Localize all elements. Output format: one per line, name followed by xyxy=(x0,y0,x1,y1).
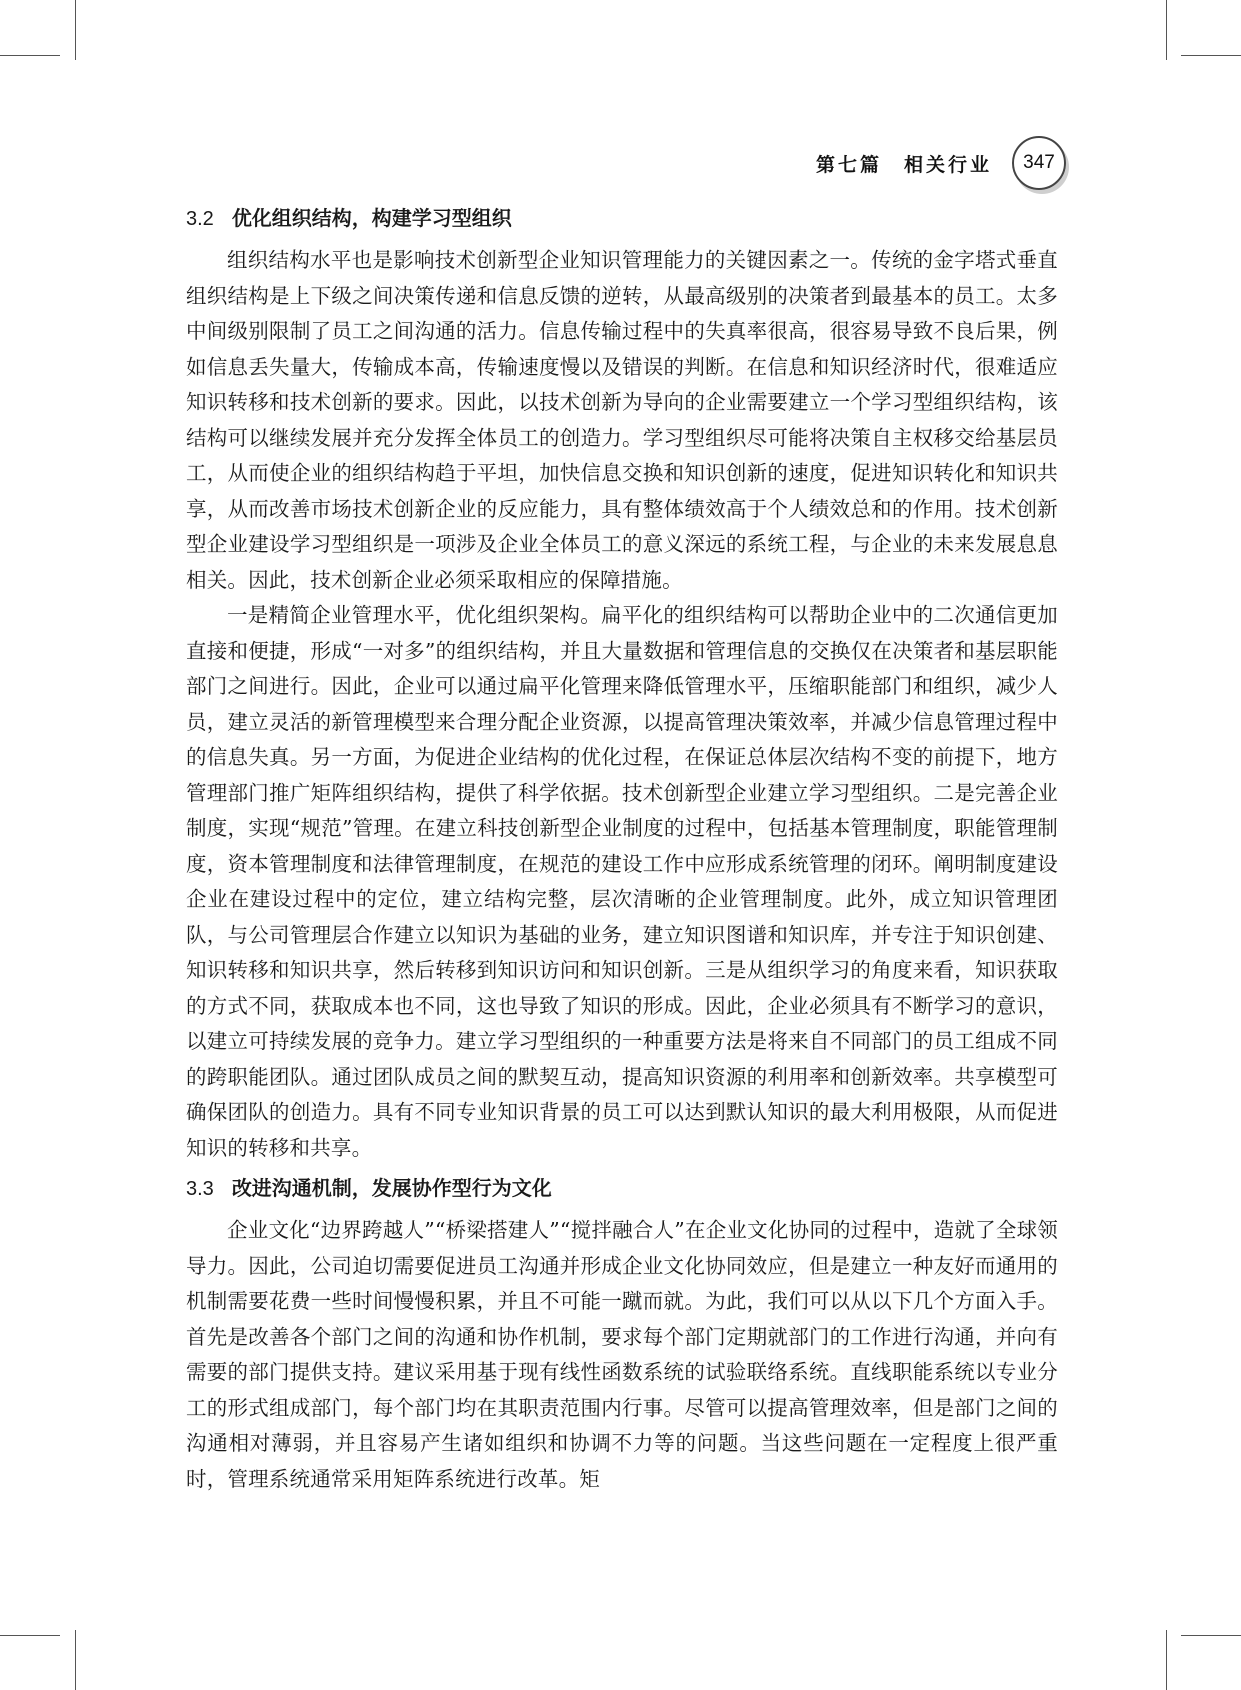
section-title: 优化组织结构，构建学习型组织 xyxy=(231,206,512,230)
crop-mark-bottom-right-h xyxy=(1181,1635,1241,1636)
crop-mark-bottom-left-h xyxy=(0,1635,60,1636)
crop-mark-top-left-v xyxy=(75,0,76,60)
section-number: 3.2 xyxy=(186,208,214,230)
section-heading-3-2 xyxy=(186,200,1058,237)
crop-mark-bottom-right-v xyxy=(1166,1630,1167,1690)
page-header xyxy=(816,136,1066,190)
paragraph: 一是精简企业管理水平，优化组织架构。扁平化的组织结构可以帮助企业中的二次通信更加直接和便捷，形成“一对多”的组织结构，并且大量数据和管理信息的交换仅在决策者和基层职能部门之间进行。因此，企业可以通过扁平化管理来降低管理水平，压缩职能部门和组织，减少人员，建立灵活的新管理模型来合理分配企业资源，以提高管理决策效率，并减少信息管理过程中的信息失真。另一方面，为促进企业结构的优化过程，在保证总体层次结构不变的前提下，地方管理部门推广矩阵组织结构，提供了科学依据。技术创新型企业建立学习型组织。二是完善企业制度，实现“规范”管理。在建立科技创新型企业制度的过程中，包括基本管理制度，职能管理制度，资本管理制度和法律管理制度，在规范的建设工作中应形成系统管理的闭环。阐明制度建设企业在建设过程中的定位，建立结构完整，层次清晰的企业管理制度。此外，成立知识管理团队，与公司管理层合作建立以知识为基础的业务，建立知识图谱和知识库，并专注于知识创建、知识转移和知识共享，然后转移到知识访问和知识创新。三是从组织学习的角度来看，知识获取的方式不同，获取成本也不同，这也导致了知识的形成。因此，企业必须具有不断学习的意识，以建立可持续发展的竞争力。建立学习型组织的一种重要方法是将来自不同部门的员工组成不同的跨职能团队。通过团队成员之间的默契互动，提高知识资源的利用率和创新效率。共享模型可确保团队的创造力。具有不同专业知识背景的员工可以达到默认知识的最大利用极限，从而促进知识的转移和共享。 xyxy=(186,603,1058,1160)
section-title: 改进沟通机制，发展协作型行为文化 xyxy=(231,1176,552,1200)
section-heading-3-3 xyxy=(186,1170,1058,1207)
paragraph: 组织结构水平也是影响技术创新型企业知识管理能力的关键因素之一。传统的金字塔式垂直组织结构是上下级之间决策传递和信息反馈的逆转，从最高级别的决策者到最基本的员工。太多中间级别限制了员工之间沟通的活力。信息传输过程中的失真率很高，很容易导致不良后果，例如信息丢失量大，传输成本高，传输速度慢以及错误的判断。在信息和知识经济时代，很难适应知识转移和技术创新的要求。因此，以技术创新为导向的企业需要建立一个学习型组织结构，该结构可以继续发展并充分发挥全体员工的创造力。学习型组织尽可能将决策自主权移交给基层员工，从而使企业的组织结构趋于平坦，加快信息交换和知识创新的速度，促进知识转化和知识共享，从而改善市场技术创新企业的反应能力，具有整体绩效高于个人绩效总和的作用。技术创新型企业建设学习型组织是一项涉及企业全体员工的意义深远的系统工程，与企业的未来发展息息相关。因此，技术创新企业必须采取相应的保障措施。 xyxy=(186,248,1058,592)
crop-mark-bottom-left-v xyxy=(75,1630,76,1690)
page-number: 347 xyxy=(1023,152,1055,173)
crop-mark-top-right-v xyxy=(1166,0,1167,60)
crop-mark-top-left-h xyxy=(0,55,60,56)
section-number: 3.3 xyxy=(186,1178,214,1200)
crop-mark-top-right-h xyxy=(1181,55,1241,56)
running-title: 第七篇 相关行业 xyxy=(815,153,992,176)
paragraph: 企业文化“边界跨越人”“桥梁搭建人”“搅拌融合人”在企业文化协同的过程中，造就了全球领导力。因此，公司迫切需要促进员工沟通并形成企业文化协同效应，但是建立一种友好而通用的机制需要花费一些时间慢慢积累，并且不可能一蹴而就。为此，我们可以从以下几个方面入手。首先是改善各个部门之间的沟通和协作机制，要求每个部门定期就部门的工作进行沟通，并向有需要的部门提供支持。建议采用基于现有线性函数系统的试验联络系统。直线职能系统以专业分工的形式组成部门，每个部门均在其职责范围内行事。尽管可以提高管理效率，但是部门之间的沟通相对薄弱，并且容易产生诸如组织和协调不力等的问题。当这些问题在一定程度上很严重时，管理系统通常采用矩阵系统进行改革。矩 xyxy=(186,1218,1058,1491)
page-body xyxy=(186,200,1058,1497)
page-number-badge xyxy=(1012,136,1066,190)
